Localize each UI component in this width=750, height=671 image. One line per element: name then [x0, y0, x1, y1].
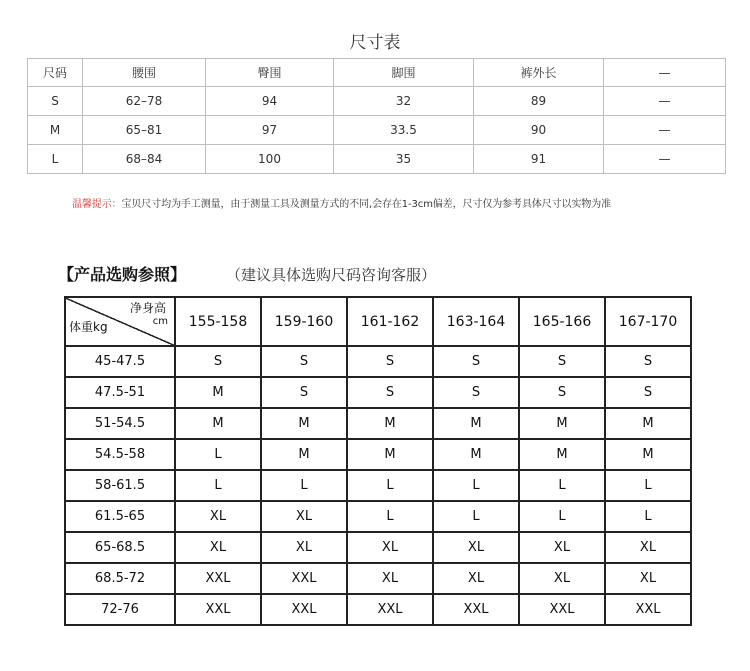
- corner-height-label: 净身高: [129, 301, 166, 315]
- guide-corner-cell: [65, 297, 175, 346]
- size-chart-cell: 62–78: [83, 87, 206, 116]
- guide-size-cell: XL: [261, 532, 347, 563]
- size-chart-cell: 90: [474, 116, 604, 145]
- guide-height-header: 159-160: [261, 297, 347, 346]
- guide-size-cell: L: [605, 501, 691, 532]
- guide-weight-cell: 54.5-58: [65, 439, 175, 470]
- guide-size-cell: L: [175, 470, 261, 501]
- guide-size-cell: XL: [605, 532, 691, 563]
- tip-label: 温馨提示：: [72, 199, 122, 210]
- size-chart-header-cell: 尺码: [28, 59, 83, 87]
- guide-weight-cell: 51-54.5: [65, 408, 175, 439]
- guide-size-cell: M: [519, 439, 605, 470]
- guide-size-cell: XL: [605, 563, 691, 594]
- guide-height-header: 163-164: [433, 297, 519, 346]
- guide-size-cell: XXL: [605, 594, 691, 625]
- guide-size-cell: XXL: [175, 594, 261, 625]
- guide-title: 【产品选购参照】: [58, 265, 187, 284]
- guide-size-cell: L: [519, 470, 605, 501]
- guide-size-cell: M: [605, 408, 691, 439]
- guide-row: [65, 594, 691, 625]
- size-chart-header-cell: 脚围: [334, 59, 474, 87]
- guide-row: [65, 346, 691, 377]
- size-chart-cell: 35: [334, 145, 474, 174]
- size-chart-cell: S: [28, 87, 83, 116]
- size-chart-cell: —: [604, 145, 726, 174]
- size-chart-cell: 97: [206, 116, 334, 145]
- guide-size-cell: S: [519, 346, 605, 377]
- guide-size-cell: S: [261, 346, 347, 377]
- guide-size-cell: M: [175, 377, 261, 408]
- guide-weight-cell: 47.5-51: [65, 377, 175, 408]
- guide-size-cell: M: [347, 408, 433, 439]
- guide-row: [65, 377, 691, 408]
- size-chart-header-cell: —: [604, 59, 726, 87]
- guide-size-cell: XL: [519, 563, 605, 594]
- guide-height-header: 161-162: [347, 297, 433, 346]
- size-chart-cell: —: [604, 116, 726, 145]
- size-guide-table: [64, 296, 692, 626]
- tip-text: 宝贝尺寸均为手工测量，由于测量工具及测量方式的不同,会存在1-3cm偏差，尺寸仅为参考具体尺寸以实物为准: [121, 199, 612, 210]
- guide-size-cell: L: [433, 470, 519, 501]
- guide-size-cell: XL: [433, 532, 519, 563]
- size-tip: [72, 195, 611, 210]
- guide-row: [65, 408, 691, 439]
- size-chart-title: 尺寸表: [349, 33, 401, 53]
- guide-size-cell: L: [175, 439, 261, 470]
- guide-weight-cell: 68.5-72: [65, 563, 175, 594]
- guide-size-cell: XXL: [433, 594, 519, 625]
- guide-size-cell: XL: [175, 501, 261, 532]
- size-chart-row: [28, 87, 726, 116]
- size-chart-row: [28, 145, 726, 174]
- guide-size-cell: S: [433, 377, 519, 408]
- guide-size-cell: XXL: [261, 594, 347, 625]
- size-chart-cell: 65–81: [83, 116, 206, 145]
- size-chart-header-row: [28, 59, 726, 87]
- guide-height-header: 167-170: [605, 297, 691, 346]
- size-chart-table: [27, 58, 726, 174]
- guide-size-cell: M: [433, 439, 519, 470]
- size-chart-header-cell: 腰围: [83, 59, 206, 87]
- guide-size-cell: L: [347, 470, 433, 501]
- size-chart-cell: 89: [474, 87, 604, 116]
- guide-size-cell: XL: [175, 532, 261, 563]
- size-chart-header-cell: 裤外长: [474, 59, 604, 87]
- guide-size-cell: XL: [347, 563, 433, 594]
- guide-size-cell: M: [519, 408, 605, 439]
- guide-row: [65, 470, 691, 501]
- guide-height-header: 165-166: [519, 297, 605, 346]
- guide-size-cell: S: [519, 377, 605, 408]
- guide-row: [65, 501, 691, 532]
- guide-size-cell: XL: [347, 532, 433, 563]
- guide-weight-cell: 58-61.5: [65, 470, 175, 501]
- guide-size-cell: S: [347, 346, 433, 377]
- guide-size-cell: S: [605, 377, 691, 408]
- guide-size-cell: M: [347, 439, 433, 470]
- guide-size-cell: L: [347, 501, 433, 532]
- guide-row: [65, 563, 691, 594]
- corner-weight-label: 体重kg: [69, 320, 108, 334]
- guide-size-cell: L: [519, 501, 605, 532]
- size-chart-cell: 91: [474, 145, 604, 174]
- guide-size-cell: M: [175, 408, 261, 439]
- size-chart-cell: M: [28, 116, 83, 145]
- guide-size-cell: L: [433, 501, 519, 532]
- guide-size-cell: M: [261, 439, 347, 470]
- guide-row: [65, 439, 691, 470]
- guide-size-cell: L: [261, 470, 347, 501]
- size-chart-cell: 68–84: [83, 145, 206, 174]
- guide-size-cell: S: [347, 377, 433, 408]
- guide-subtitle: （建议具体选购尺码咨询客服）: [226, 266, 437, 284]
- guide-size-cell: XXL: [347, 594, 433, 625]
- guide-row: [65, 532, 691, 563]
- guide-size-cell: XL: [261, 501, 347, 532]
- size-chart-cell: 32: [334, 87, 474, 116]
- guide-size-cell: XXL: [175, 563, 261, 594]
- guide-weight-cell: 45-47.5: [65, 346, 175, 377]
- guide-weight-cell: 65-68.5: [65, 532, 175, 563]
- size-chart-cell: 33.5: [334, 116, 474, 145]
- guide-size-cell: S: [433, 346, 519, 377]
- guide-size-cell: XL: [433, 563, 519, 594]
- size-chart-header-cell: 臀围: [206, 59, 334, 87]
- size-chart-cell: 100: [206, 145, 334, 174]
- guide-size-cell: M: [605, 439, 691, 470]
- guide-size-cell: XL: [519, 532, 605, 563]
- size-chart-cell: L: [28, 145, 83, 174]
- size-chart-cell: —: [604, 87, 726, 116]
- size-chart-cell: 94: [206, 87, 334, 116]
- guide-size-cell: XXL: [519, 594, 605, 625]
- guide-header-row: [65, 297, 691, 346]
- guide-size-cell: S: [175, 346, 261, 377]
- guide-size-cell: M: [261, 408, 347, 439]
- guide-size-cell: S: [261, 377, 347, 408]
- guide-size-cell: M: [433, 408, 519, 439]
- guide-height-header: 155-158: [175, 297, 261, 346]
- guide-size-cell: L: [605, 470, 691, 501]
- guide-size-cell: XXL: [261, 563, 347, 594]
- corner-height-unit: cm: [152, 316, 168, 327]
- size-chart-row: [28, 116, 726, 145]
- guide-weight-cell: 61.5-65: [65, 501, 175, 532]
- guide-size-cell: S: [605, 346, 691, 377]
- guide-weight-cell: 72-76: [65, 594, 175, 625]
